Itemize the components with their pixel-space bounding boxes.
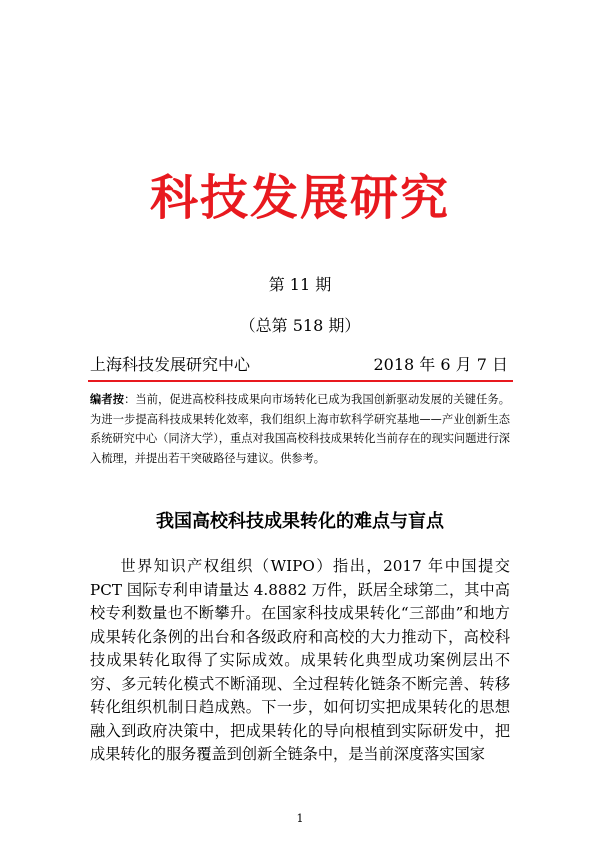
page-number: 1 [296, 812, 304, 825]
editor-note-label: 编者按 [90, 393, 125, 406]
organization-name: 上海科技发展研究中心 [90, 355, 251, 374]
masthead-title: 科技发展研究 [149, 170, 450, 226]
header-divider [88, 380, 513, 382]
editor-note [90, 390, 510, 468]
editor-note-text: ：当前，促进高校科技成果向市场转化已成为我国创新驱动发展的关键任务。为进一步提高科技成果转化效率，我们组织上海市软科学研究基地——产业创新生态系统研究中心（同济大学），重点对我国高校科技成果转化当前存在的现实问题进行深入梳理，并提出若干突破路径与建议。供参考。 [90, 393, 510, 465]
publish-date: 2018 年 6 月 7 日 [373, 355, 508, 374]
article-title: 我国高校科技成果转化的难点与盲点 [156, 511, 444, 532]
total-issue-number: （总第 518 期） [239, 316, 361, 335]
article-paragraph: 世界知识产权组织（WIPO）指出，2017 年中国提交 PCT 国际专利申请量达 4.8882 万件，跃居全球第二，其中高校专利数量也不断攀升。在国家科技成果转化“三部曲”和地方成果转化条例的出台和各级政府和高校的大力推动下，高校科技成果转化取得了实际成效。成果转化典型成功案例层出不穷、多元转化模式不断涌现、全过程转化链条不断完善、转移转化组织机制日趋成熟。下一步，如何切实把成果转化的思想融入到政府决策中，把成果转化的导向根植到实际研发中，把成果转化的服务覆盖到创新全链条中，是当前深度落实国家 [90, 557, 510, 763]
issue-number: 第 11 期 [268, 275, 332, 294]
